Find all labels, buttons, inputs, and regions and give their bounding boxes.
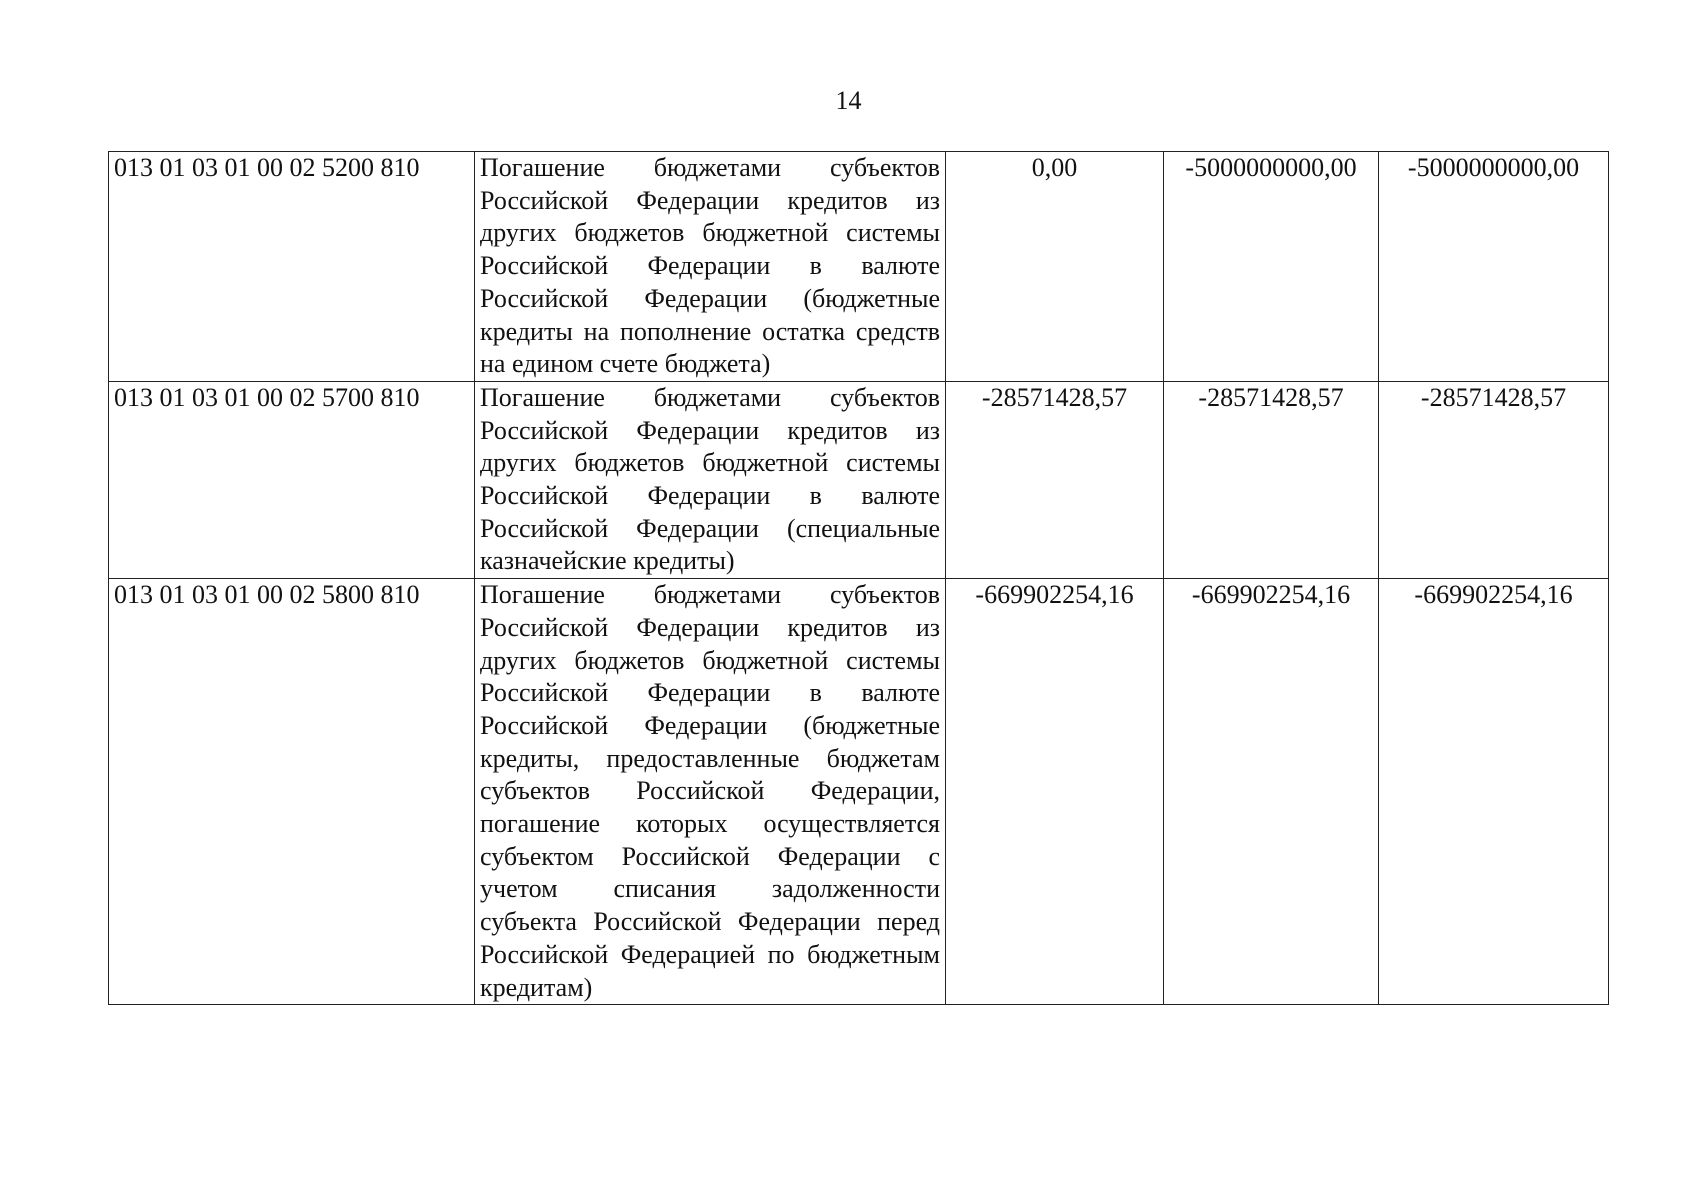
- budget-classification-code: 013 01 03 01 00 02 5200 810: [109, 152, 475, 382]
- table-row: [109, 381, 1609, 578]
- table-row: [109, 579, 1609, 1005]
- amount-column-3: -669902254,16: [1379, 579, 1609, 1005]
- table-row: [109, 152, 1609, 382]
- amount-column-1: -28571428,57: [946, 381, 1164, 578]
- row-description: Погашение бюджетами субъектов Российской Федерации кредитов из других бюджетов бюджетной системы Российской Федерации в валюте Российской Федерации (бюджетные кредиты на пополнение остатка средств на едином счете бюджета): [475, 152, 946, 382]
- budget-classification-code: 013 01 03 01 00 02 5700 810: [109, 381, 475, 578]
- row-description: Погашение бюджетами субъектов Российской Федерации кредитов из других бюджетов бюджетной системы Российской Федерации в валюте Российской Федерации (специальные казначейские кредиты): [475, 381, 946, 578]
- page-number: 14: [835, 86, 862, 115]
- amount-column-3: -28571428,57: [1379, 381, 1609, 578]
- amount-column-2: -669902254,16: [1164, 579, 1379, 1005]
- budget-sources-table: [108, 151, 1609, 1005]
- amount-column-1: 0,00: [946, 152, 1164, 382]
- amount-column-2: -28571428,57: [1164, 381, 1379, 578]
- amount-column-2: -5000000000,00: [1164, 152, 1379, 382]
- amount-column-1: -669902254,16: [946, 579, 1164, 1005]
- row-description: Погашение бюджетами субъектов Российской Федерации кредитов из других бюджетов бюджетной системы Российской Федерации в валюте Российской Федерации (бюджетные кредиты, предоставленные бюджетам субъектов Российской Федерации, погашение которых осуществляется субъектом Российской Федерации с учетом списания задолженности субъекта Российской Федерации перед Российской Федерацией по бюджетным кредитам): [475, 579, 946, 1005]
- budget-classification-code: 013 01 03 01 00 02 5800 810: [109, 579, 475, 1005]
- amount-column-3: -5000000000,00: [1379, 152, 1609, 382]
